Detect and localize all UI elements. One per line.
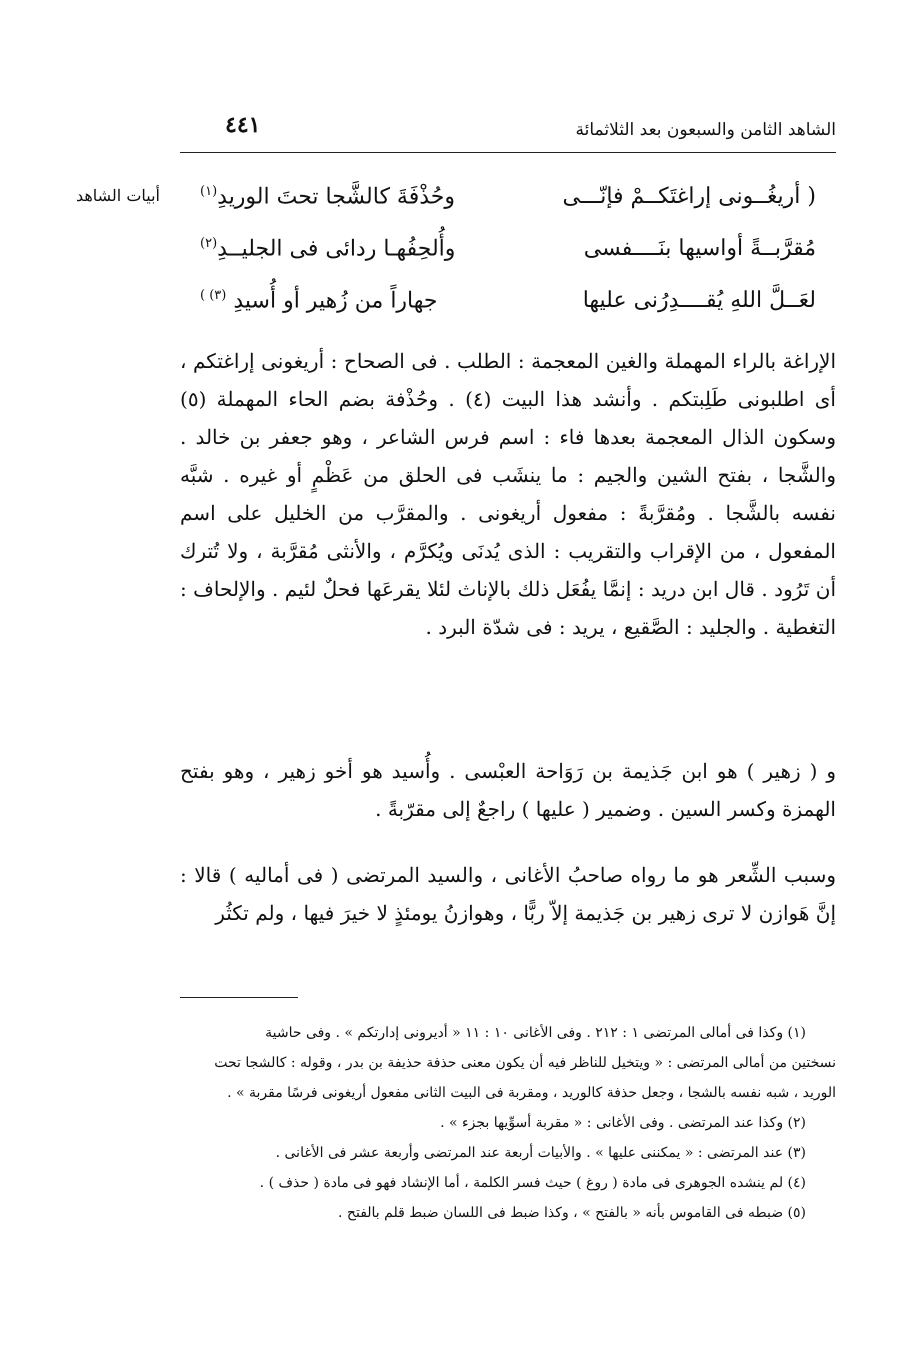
footnote-ref: (١) xyxy=(200,184,218,199)
footnote-ref: (٢) xyxy=(200,236,218,251)
hemistich-text: جهاراً من زُهير أو أُسيدِ xyxy=(233,288,438,314)
verse-first-hemistich: مُقرَّبــةً أواسيها بنَــــفسى xyxy=(583,236,816,261)
verse-first-hemistich: ( أريغُــونى إراغتَكــمْ فإنّـــى xyxy=(562,184,816,209)
footnote: (٣) عند المرتضى : « يمكننى عليها » . والأبيات أربعة عند المرتضى وأربعة عشر فى الأغانى . xyxy=(275,1145,806,1161)
verse-line xyxy=(200,176,836,228)
footnote: (٥) ضبطه فى القاموس بأنه « بالفتح » ، وكذا ضبط فى اللسان ضبط قلم بالفتح . xyxy=(338,1205,806,1221)
page-number: ٤٤١ xyxy=(225,112,261,138)
footnote-continuation: الوريد ، شبه نفسه بالشجا ، وجعل حذفة كالوريد ، ومقربة فى البيت الثانى مفعول أريغونى فرسًا مقربة » . xyxy=(227,1085,836,1101)
footnote-divider xyxy=(180,997,298,998)
margin-note: أبيات الشاهد xyxy=(75,186,160,205)
footnote-continuation: نسختين من أمالى المرتضى : « ويتخيل للناظر فيه أن يكون معنى حذفة حذيفة بن بدر ، وقوله : كالشجا تحت xyxy=(214,1055,836,1071)
header-divider xyxy=(180,152,836,153)
verse-first-hemistich: لعَــلَّ اللهِ يُقــــدِرُنى عليها xyxy=(582,288,816,313)
verse-second-hemistich xyxy=(200,184,455,209)
footnote: (١) وكذا فى أمالى المرتضى ١ : ٢١٢ . وفى الأغانى ١٠ : ١١ « أديرونى إدارتكم » . وفى حاشية xyxy=(265,1025,806,1041)
poem-verses xyxy=(200,176,836,332)
verse-line xyxy=(200,280,836,332)
commentary-paragraph: و ( زهير ) هو ابن جَذيمة بن رَوَاحة العبْسى . وأُسيد هو أخو زهير ، وهو بفتح الهمزة وكسر السين . وضمير ( عليها ) راجعٌ إلى مقرّبةً . xyxy=(180,759,836,821)
footnote: (٢) وكذا عند المرتضى . وفى الأغانى : « مقربة أسوِّيها بجزء » . xyxy=(440,1115,806,1131)
verse-second-hemistich xyxy=(200,236,455,261)
verse-second-hemistich xyxy=(200,288,438,313)
footnote-ref: (٣) ) xyxy=(200,288,227,303)
footnotes xyxy=(180,1018,836,1228)
footnote: (٤) لم ينشده الجوهرى فى مادة ( روغ ) حيث فسر الكلمة ، أما الإنشاد فهو فى مادة ( حذف ) . xyxy=(259,1175,806,1191)
page-header xyxy=(180,112,836,152)
verse-line xyxy=(200,228,836,280)
hemistich-text: وأُلحِفُهـا ردائى فى الجليــدِ xyxy=(217,236,456,262)
commentary-paragraph: الإراغة بالراء المهملة والغين المعجمة : الطلب . فى الصحاح : أريغونى إراغتكم ، أى اطلبونى طَلِبتكم . وأنشد هذا البيت (٤) . وحُذْفة بضم الحاء المهملة (٥) وسكون الذال المعجمة بعدها فاء : اسم فرس الشاعر ، وهو جعفر بن خالد . والشَّجا ، بفتح الشين والجيم : ما ينشَب فى الحلق من عَظْمٍ أو غيره . شبَّه نفسه بالشَّجا . ومُقرَّبةً : مفعول أريغونى . والمقرَّب من الخليل على اسم المفعول ، من الإقراب والتقريب : الذى يُدنَى ويُكرَّم ، والأنثى مُقرَّبة ، ولا تُترك أن تَرُود . قال ابن دريد : إنمَّا يفُعَل ذلك بالإناث لئلا يقرعَها فحلٌ لئيم . والإلحاف : التغطية . والجليد : الصَّقيع ، يريد : فى شدّة البرد . xyxy=(180,349,836,639)
hemistich-text: وحُذْفَةَ كالشَّجا تحتَ الوريدِ xyxy=(217,184,456,210)
running-title: الشاهد الثامن والسبعون بعد الثلاثمائة xyxy=(575,120,836,140)
commentary-paragraph: وسبب الشِّعر هو ما رواه صاحبُ الأغانى ، والسيد المرتضى ( فى أماليه ) قالا : إنَّ هَوازن لا ترى زهير بن جَذيمة إلاّ ربًّا ، وهوازنُ يومئذٍ لا خيرَ فيها ، ولم تكثُر xyxy=(180,863,836,925)
